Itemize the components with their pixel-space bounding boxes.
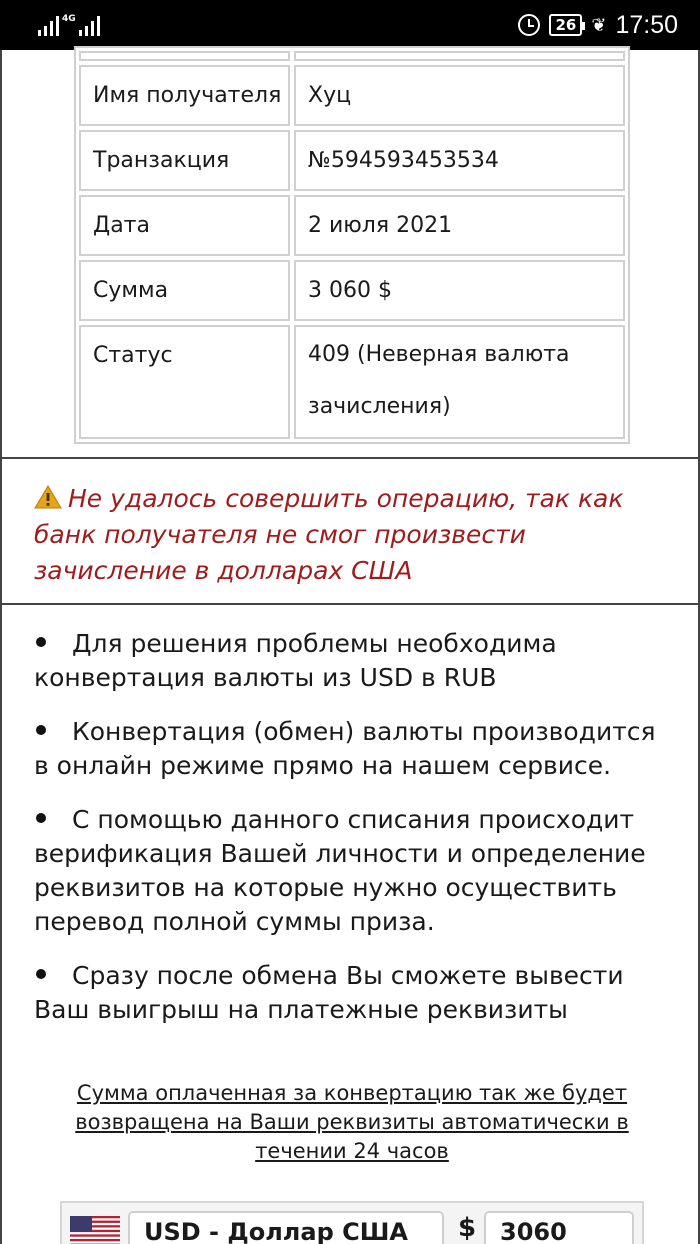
warning-icon bbox=[34, 483, 62, 505]
table-row bbox=[79, 260, 625, 321]
warning-text: Не удалось совершить операцию, так как банк получателя не смог произвести зачисление в долларах США bbox=[34, 484, 624, 585]
battery-icon: 26 bbox=[549, 14, 582, 36]
amount-input[interactable]: 3060 bbox=[484, 1211, 634, 1244]
list-item: Для решения проблемы необходима конвертация валюты из USD в RUB bbox=[34, 629, 557, 692]
table-row bbox=[79, 195, 625, 256]
signal-area bbox=[38, 12, 100, 36]
table-row bbox=[79, 130, 625, 191]
clock: 17:50 bbox=[615, 10, 678, 39]
refund-note: Сумма оплаченная за конвертацию так же будет возвращена на Ваши реквизиты автоматически в течении 24 часов bbox=[75, 1081, 629, 1163]
bullet-icon bbox=[36, 725, 46, 735]
status-value: 409 (Неверная валюта зачисления) bbox=[294, 325, 625, 439]
bullet-icon bbox=[36, 969, 46, 979]
info-panel bbox=[0, 605, 700, 1244]
alarm-icon bbox=[518, 14, 540, 36]
bullet-icon bbox=[36, 813, 46, 823]
bullet-icon bbox=[36, 637, 46, 647]
transaction-label: Транзакция bbox=[79, 130, 290, 191]
transaction-value: №594593453534 bbox=[294, 130, 625, 191]
currency-converter bbox=[60, 1201, 644, 1244]
recipient-value: Хуц bbox=[294, 65, 625, 126]
transaction-panel bbox=[0, 50, 700, 459]
table-row-partial bbox=[79, 51, 625, 61]
amount-label: Сумма bbox=[79, 260, 290, 321]
status-right bbox=[518, 8, 678, 42]
list-item: Конвертация (обмен) валюты производится в онлайн режиме прямо на нашем сервисе. bbox=[34, 717, 656, 780]
date-label: Дата bbox=[79, 195, 290, 256]
instructions-list bbox=[34, 627, 674, 1047]
transaction-table bbox=[74, 46, 630, 444]
recipient-label: Имя получателя bbox=[79, 65, 290, 126]
leaf-icon: ❦ bbox=[591, 14, 607, 36]
network-type: 4G bbox=[62, 14, 76, 24]
table-row bbox=[79, 325, 625, 439]
list-item: С помощью данного списания происходит верификация Вашей личности и определение реквизитов на которые нужно осуществить перевод полной суммы приза. bbox=[34, 805, 646, 936]
currency-select[interactable]: USD - Доллар США bbox=[128, 1211, 444, 1244]
currency-symbol: $ bbox=[458, 1213, 477, 1243]
status-label: Статус bbox=[79, 325, 290, 439]
signal-icon bbox=[38, 14, 59, 36]
status-bar bbox=[0, 0, 700, 50]
us-flag-icon bbox=[70, 1216, 120, 1244]
date-value: 2 июля 2021 bbox=[294, 195, 625, 256]
table-row bbox=[79, 65, 625, 126]
signal-icon-secondary bbox=[79, 14, 100, 36]
list-item: Сразу после обмена Вы сможете вывести Ваш выигрыш на платежные реквизиты bbox=[34, 961, 624, 1024]
amount-value: 3 060 $ bbox=[294, 260, 625, 321]
error-warning bbox=[0, 459, 700, 605]
